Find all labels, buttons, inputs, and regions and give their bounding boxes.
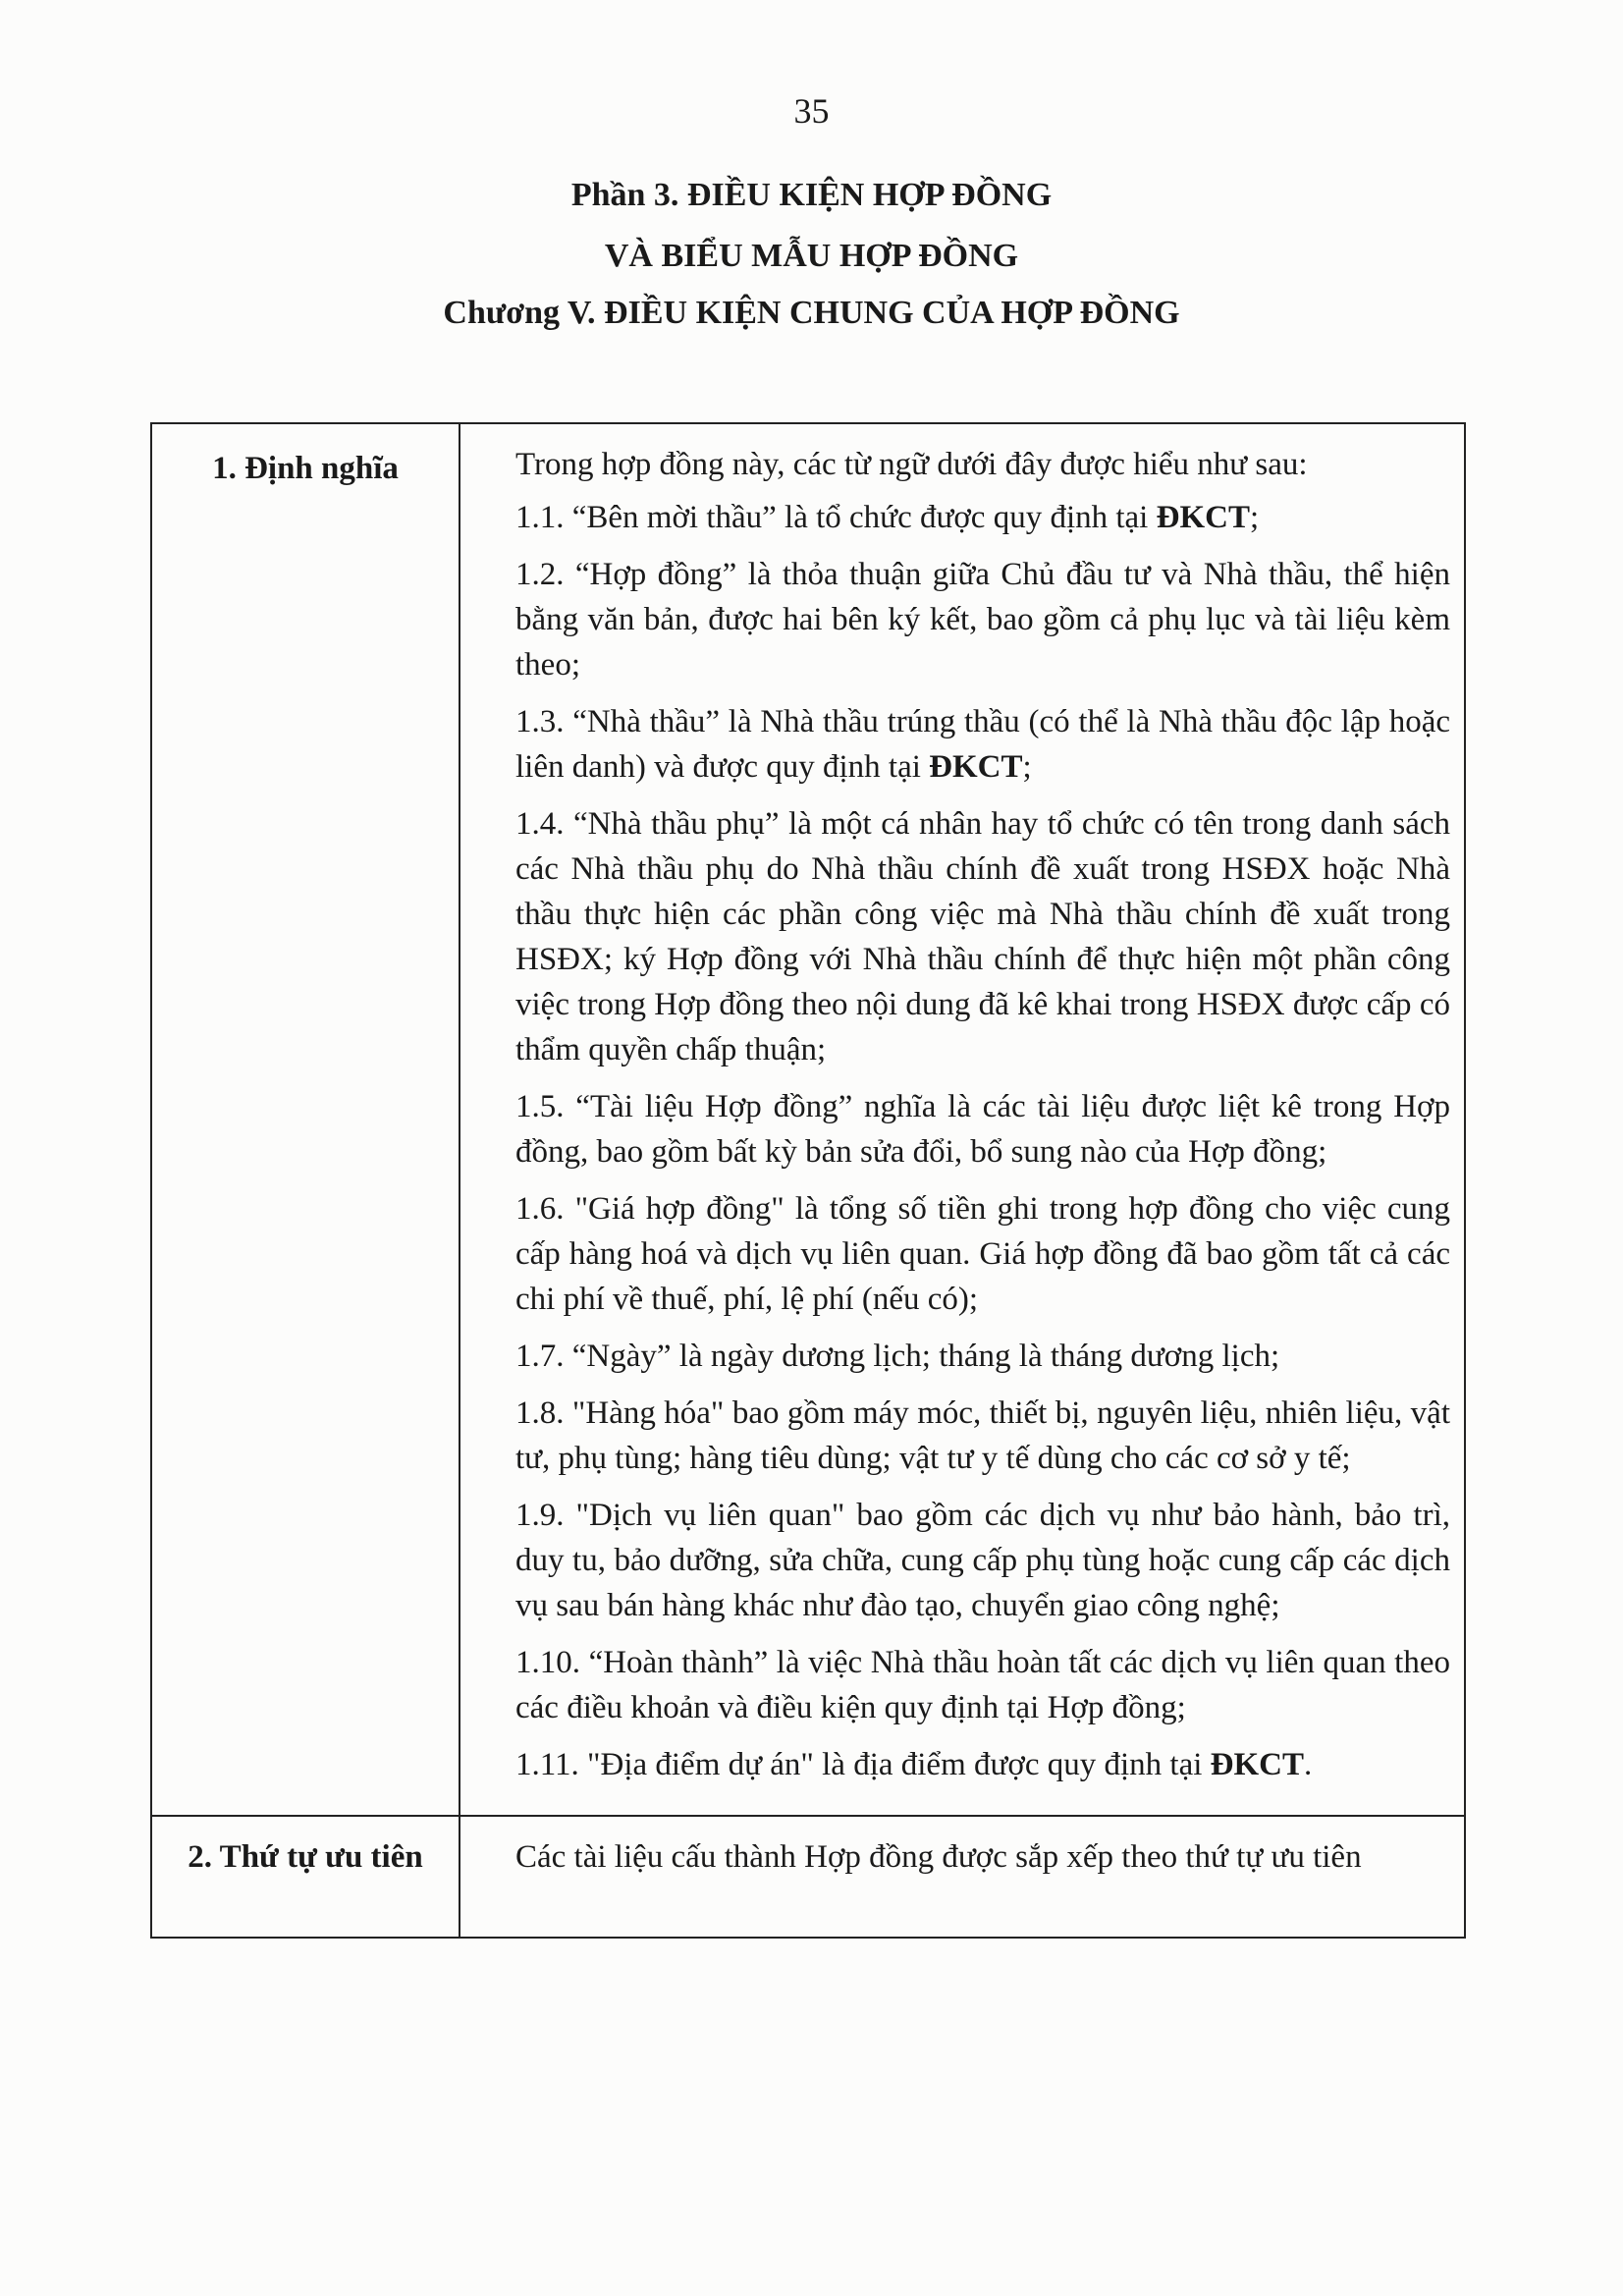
part-subheading: VÀ BIỂU MẪU HỢP ĐỒNG bbox=[604, 238, 1019, 274]
definition-item bbox=[515, 801, 1450, 1072]
table-row bbox=[151, 423, 1465, 1816]
definition-item bbox=[515, 1334, 1450, 1379]
definition-text: 1.8. "Hàng hóa" bao gồm máy móc, thiết bị, nguyên liệu, nhiên liệu, vật tư, phụ tùng; hàng tiêu dùng; vật tư y tế dùng cho các cơ sở y tế; bbox=[515, 1395, 1450, 1476]
definition-tail: . bbox=[1303, 1747, 1313, 1782]
definition-text: 1.9. "Dịch vụ liên quan" bao gồm các dịch vụ như bảo hành, bảo trì, duy tu, bảo dưỡng, sửa chữa, cung cấp phụ tùng hoặc cung cấp các dịch vụ sau bán hàng khác như đào tạo, chuyển giao công nghệ; bbox=[515, 1498, 1450, 1623]
definition-item bbox=[515, 699, 1450, 790]
definition-item bbox=[515, 1493, 1450, 1628]
definition-reference: ĐKCT bbox=[1156, 500, 1250, 535]
definition-item bbox=[515, 1186, 1450, 1322]
definition-item bbox=[515, 552, 1450, 687]
definition-tail: ; bbox=[1022, 749, 1032, 785]
definition-text: 1.1. “Bên mời thầu” là tổ chức được quy định tại bbox=[515, 500, 1157, 535]
page-number: 35 bbox=[793, 91, 830, 131]
definition-reference: ĐKCT bbox=[1210, 1747, 1304, 1782]
part-heading: Phần 3. ĐIỀU KIỆN HỢP ĐỒNG bbox=[570, 177, 1053, 213]
term-priority-order: 2. Thứ tự ưu tiên bbox=[151, 1816, 460, 1938]
definitions-intro: Trong hợp đồng này, các từ ngữ dưới đây được hiểu như sau: bbox=[515, 447, 1308, 482]
chapter-heading: Chương V. ĐIỀU KIỆN CHUNG CỦA HỢP ĐỒNG bbox=[443, 295, 1180, 331]
definition-text: 1.5. “Tài liệu Hợp đồng” nghĩa là các tài liệu được liệt kê trong Hợp đồng, bao gồm bất kỳ bản sửa đổi, bổ sung nào của Hợp đồng; bbox=[515, 1089, 1450, 1170]
definition-text: 1.2. “Hợp đồng” là thỏa thuận giữa Chủ đầu tư và Nhà thầu, thể hiện bằng văn bản, được hai bên ký kết, bao gồm cả phụ lục và tài liệu kèm theo; bbox=[515, 557, 1450, 683]
definitions-body bbox=[460, 423, 1465, 1816]
definition-text: 1.7. “Ngày” là ngày dương lịch; tháng là tháng dương lịch; bbox=[515, 1339, 1280, 1374]
table-row bbox=[151, 1816, 1465, 1938]
definitions-list bbox=[515, 495, 1450, 1787]
definition-text: 1.11. "Địa điểm dự án" là địa điểm được quy định tại bbox=[515, 1747, 1211, 1782]
definition-text: 1.3. “Nhà thầu” là Nhà thầu trúng thầu (có thể là Nhà thầu độc lập hoặc liên danh) và được quy định tại bbox=[515, 704, 1450, 785]
definition-text: 1.10. “Hoàn thành” là việc Nhà thầu hoàn tất các dịch vụ liên quan theo các điều khoản và điều kiện quy định tại Hợp đồng; bbox=[515, 1645, 1450, 1725]
definition-item bbox=[515, 1391, 1450, 1481]
contract-conditions-table bbox=[150, 422, 1466, 1939]
term-definitions: 1. Định nghĩa bbox=[151, 423, 460, 1816]
definition-reference: ĐKCT bbox=[929, 749, 1023, 785]
definition-text: 1.4. “Nhà thầu phụ” là một cá nhân hay tổ chức có tên trong danh sách các Nhà thầu phụ do Nhà thầu chính đề xuất trong HSĐX hoặc Nhà thầu thực hiện các phần công việc mà Nhà thầu chính đề xuất trong HSĐX; ký Hợp đồng với Nhà thầu chính để thực hiện một phần công việc trong Hợp đồng theo nội dung đã kê khai trong HSĐX được cấp có thẩm quyền chấp thuận; bbox=[515, 806, 1450, 1067]
definition-item bbox=[515, 1084, 1450, 1175]
definition-text: 1.6. "Giá hợp đồng" là tổng số tiền ghi trong hợp đồng cho việc cung cấp hàng hoá và dịch vụ liên quan. Giá hợp đồng đã bao gồm tất cả các chi phí về thuế, phí, lệ phí (nếu có); bbox=[515, 1191, 1450, 1317]
definition-item bbox=[515, 1742, 1450, 1787]
definition-item bbox=[515, 495, 1450, 540]
priority-order-body: Các tài liệu cấu thành Hợp đồng được sắp xếp theo thứ tự ưu tiên bbox=[460, 1816, 1465, 1938]
definition-item bbox=[515, 1640, 1450, 1730]
definition-tail: ; bbox=[1249, 500, 1260, 535]
